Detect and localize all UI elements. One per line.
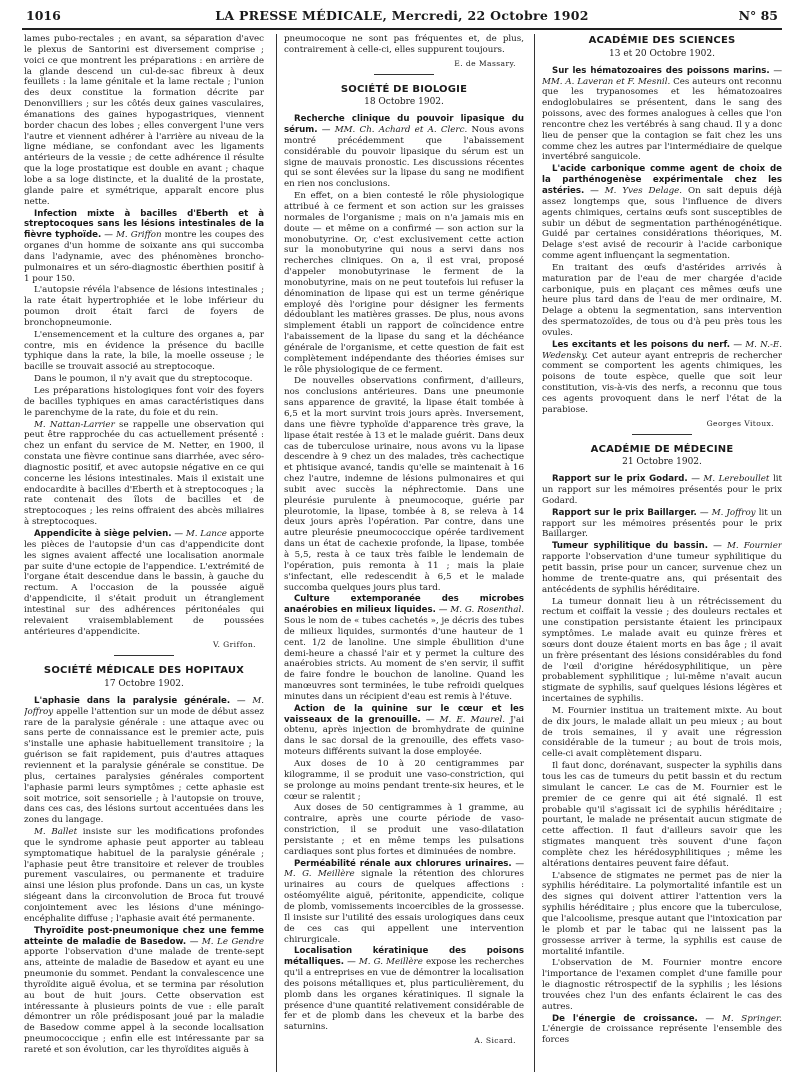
paragraph: En traitant des œufs d'astérides arrivés à maturation par de l'eau de mer chargée d'acide carbonique, puis en plaçant ces mêmes œufs une heure plus tard dans de l'eau de mer ordinaire, M. Delage a obtenu la segmentation, sans intervention des spermatozoïdes, de tous ou d'à peu près tous les ovules. — [542, 262, 782, 338]
article-meillere-keratine — [284, 946, 524, 1033]
section-heading: ACADÉMIE DES SCIENCES — [588, 35, 736, 46]
article-text: insiste sur les modifications profondes que le syndrome aphasie peut apporter au tableau symptomatique habituel de la paralysie générale ; l'aphasie peut être transitoire et relever de troubles purement vasculaires, ou permanente et traduire ainsi une lésion plus profonde. Dans un cas, un kyste siégeant dans la circonvolution de Broca fut trouvé conjointement avec les lésions d'une méningo-encéphalite diffuse ; l'aphasie avait été permanente. — [24, 827, 264, 924]
article-text: signale la rétention des chlorures urinaires au cours de quelques affections : ostéomyélite aiguë, péritonite, appendicite, colique de plomb, vomissements incoercibles de la grossesse. Il insiste sur l'utilité des essais urologiques dans ceux de ces cas qui appellent une intervention chirurgicale. — [284, 869, 524, 945]
section-date: 18 Octobre 1902. — [364, 97, 444, 108]
journal-title: LA PRESSE MÉDICALE, Mercredi, 22 Octobre 1902 — [215, 8, 589, 23]
article-title: Les excitants et les poisons du nerf. — [552, 339, 731, 350]
article-le-gendre — [24, 926, 264, 1056]
article-text: J'ai obtenu, après injection de bromhydrate de quinine dans le sac dorsal de la grenouille, des effets vaso-moteurs différents suivant la dose employée. — [284, 714, 524, 758]
article-text: Cet auteur ayant entrepris de rechercher comment se comportent les agents chimiques, les poisons de toute espèce, quelle que soit leur constitution, vis-à-vis des nerfs, a reconnu que tous ces agents provoquent dans le nerf l'état de la parabiose. — [542, 350, 782, 415]
column-3 — [542, 34, 782, 1074]
article-title: Rapport sur le prix Baillarger. — [552, 507, 697, 518]
column-2 — [284, 34, 524, 1074]
section-date: 13 et 20 Octobre 1902. — [609, 48, 715, 59]
article-title: Tumeur syphilitique du bassin. — [552, 541, 709, 552]
article-wedensky — [542, 340, 782, 416]
article-text: expose les recherches qu'il a entreprises en vue de démontrer la localisation des poisons métalliques et, plus particulièrement, du plomb dans les organes kératiniques. Il signale la présence d'une quantité relativement considérable de fer et de plomb dans les cheveux et la barbe des saturnins. — [284, 957, 524, 1033]
article-rosenthal — [284, 594, 524, 702]
newspaper-page — [22, 6, 782, 1076]
section-heading: ACADÉMIE DE MÉDECINE — [590, 443, 734, 455]
paragraph: Aux doses de 10 à 20 centigrammes par kilogramme, il se produit une vaso-constriction, qui se prolonge au moins pendant trente-six heures, et le cœur se ralentit ; — [284, 759, 524, 802]
paragraph: Dans le poumon, il n'y avait que du streptocoque. — [34, 374, 253, 385]
article-springer — [542, 1014, 782, 1047]
article-title: Localisation kératinique des poisons métalliques. — [284, 946, 524, 968]
section-heading: SOCIÉTÉ DE BIOLOGIE — [340, 83, 468, 95]
article-author: — M. G. Meillère — [347, 957, 423, 968]
article-author: — M. N.-E. Wedensky. — [542, 339, 782, 361]
article-author: — MM. A. Laveran et F. Mesnil. — [542, 65, 782, 87]
article-title: Rapport sur le prix Godard. — [552, 474, 688, 485]
signature: A. Sicard. — [474, 1036, 516, 1046]
paragraph: Aux doses de 50 centigrammes à 1 gramme, au contraire, après une courte période de vaso-constriction, il se produit une vaso-dilatation persistante ; et en même temps les pulsations cardiaques sont plus fortes et diminuées de nombre. — [284, 803, 524, 857]
article-title: Appendicite à siège pelvien. — [34, 528, 172, 539]
paragraph: En effet, on a bien contesté le rôle physiologique attribué à ce ferment et son action sur les graisses normales de l'organisme ; mais on n'a jamais mis en doute — et même on a confirmé — son action sur la monobutyrine. Or, c'est exclusivement cette action sur la monobutyrine qui nous a servi dans nos recherches cliniques. On a, il est vrai, proposé d'appeler monobutyrinase le ferment de la monobutyrine, mais on ne peut toutefois lui refuser la dénomination de lipase qui est un terme générique employé dès l'origine pour désigner les ferments dédoublant les matières grasses. De plus, nous avons simplement établi un rapport de coïncidence entre l'abaissement de la lipase du sang et la déchéance générale de l'organisme, et cette question de fait est complètement indépendante des théories émises sur le rôle physiologique de ce ferment. — [284, 191, 524, 375]
article-title: L'aphasie dans la paralysie générale. — [34, 695, 231, 706]
separator-rule — [374, 74, 434, 75]
article-text: apporte les pièces de l'autopsie d'un cas d'appendicite dont les signes avaient affecté une localisation anormale par suite d'une ectopie de l'appendice. L'extrémité de l'organe était descendue dans le bassin, à gauche du rectum. A l'occasion de la poussée aiguë d'appendicite, il s'était produit un étranglement intestinal sur des adhérences péritonéales qui relevaient vraisemblablement de poussées antérieures d'appendicite. — [24, 528, 264, 637]
article-fournier — [542, 541, 782, 595]
article-text: se rappelle une observation qui peut être rapprochée du cas actuellement présenté : chez un enfant du service de M. Netter, en 1900, il constata une fièvre continue sans diarrhée, avec séro-diagnostic positif, et avec autopsie négative en ce qui concerne les lésions intestinales. Mais il existait une endocardite à bacilles d'Eberth et à streptocoques ; la rate contenait des îlots de bacilles et de streptocoques ; les reins offraient des abcès miliaires à streptocoques. — [24, 419, 264, 528]
article-title: L'acide carbonique comme agent de choix de la parthénogenèse expérimentale chez les astéries. — [542, 164, 782, 196]
article-title: Action de la quinine sur le cœur et les vaisseaux de la grenouille. — [284, 703, 524, 725]
article-title: Thyroïdite post-pneumonique chez une femme atteinte de maladie de Basedow. — [24, 925, 264, 947]
article-title: Perméabilité rénale aux chlorures urinaires. — [294, 858, 512, 869]
paragraph: Les préparations histologiques font voir des foyers de bacilles typhiques en amas caractéristiques dans le parenchyme de la rate, du foie et du rein. — [24, 386, 264, 418]
paragraph: L'observation de M. Fournier montre encore l'importance de l'examen complet d'une famille pour le diagnostic rétrospectif de la syphilis ; les lésions trouvées chez l'un des enfants éclairent le cas des autres. — [542, 958, 782, 1012]
article-title: Culture extemporanée des microbes anaérobies en milieux liquides. — [284, 594, 524, 616]
article-text: L'énergie de croissance représente l'ensemble des forces — [542, 1024, 782, 1046]
section-date: 21 Octobre 1902. — [622, 457, 702, 468]
article-joffroy — [24, 696, 264, 826]
paragraph: lames pubo-rectales ; en avant, sa séparation d'avec le plexus de Santorini est diversement comprise ; voici ce que montrent les préparations : en arrière de la glande descend un cul-de-sac fibreux à deux feuillets : la lame génitale et la lame rectale ; l'union des deux constitue la formation décrite par Denonvilliers ; sur les côtés deux gaines vasculaires, émanations des gaines hypogastriques, viennent border chacun des lobes ; elles convergent l'une vers l'autre et viennent adhérer à l'arrière au niveau de la ligne médiane, se confondant avec les ligaments antérieurs de la vessie ; de cette adhérence il résulte que la loge prostatique est double en avant ; chaque lobe a sa loge distincte, et la dualité de la prostate, glande paire et symétrique, apparaît encore plus nette. — [24, 34, 264, 207]
section-heading: SOCIÉTÉ MÉDICALE DES HOPITAUX — [43, 665, 245, 677]
article-text: apporte l'observation d'une malade de trente-sept ans, atteinte de maladie de Basedow et ayant eu une pneumonie du sommet. Pendant la convalescence une thyroïdite aiguë évolua, et se termina par résolution au bout de huit jours. Cette observation est intéressante à plusieurs points de vue : elle paraît démontrer un rôle prédisposant joué par la maladie de Basedow comme appel à la seconde localisation pneumococcique ; enfin elle est intéressante par sa rareté et son évolution, car les thyroïdites aiguës à — [24, 947, 264, 1055]
article-laveran-mesnil — [542, 66, 782, 164]
article-text: appelle l'attention sur un mode de début assez rare de la paralysie générale : une attaque avec ou sans perte de connaissance est le premier acte, puis s'installe une aphasie habituellement transitoire ; la guérison se fait rapidement, puis d'autres attaques reviennent et la paralysie générale se constitue. De plus, certaines paralysies générales comportent l'aphasie parmi leurs symptômes ; cette aphasie est soit motrice, soit sensorielle ; à l'autopsie on trouve, dans ces cas, des lésions surtout accentuées dans les zones du langage. — [24, 706, 264, 826]
article-text: rapporte l'observation d'une tumeur syphilitique du petit bassin, prise pour un cancer, survenue chez un homme de trente-quatre ans, qui présentait des antécédents de syphilis héréditaire. — [542, 552, 782, 595]
article-author: — M. Springer. — [705, 1013, 782, 1024]
article-author: — M. Joffroy — [699, 507, 756, 518]
article-text: lit un rapport sur les mémoires présentés pour le prix Godard. — [542, 474, 782, 506]
article-text: On sait depuis déjà assez longtemps que, sous l'influence de divers agents chimiques, certains œufs sont susceptibles de subir un début de segmentation parthénogénétique. Guidé par certaines considérations théoriques, M. Delage s'est avisé de recourir à l'acide carbonique comme agent influençant la segmentation. — [542, 185, 782, 262]
page-number: 1016 — [26, 8, 61, 23]
signature: Georges Vitoux. — [706, 418, 774, 428]
separator-rule — [114, 655, 174, 656]
article-delage — [542, 164, 782, 262]
article-author: — M. G. Meillère — [284, 858, 524, 880]
signature: V. Griffon. — [212, 640, 256, 650]
paragraph: L'autopsie révéla l'absence de lésions intestinales ; la rate était hypertrophiée et le lobe inférieur du poumon droit était farci de foyers de bronchopneumonie. — [24, 285, 264, 328]
column-1 — [24, 34, 264, 1074]
article-text: Ces auteurs ont reconnu que les trypanosomes et les hématozoaires endoglobulaires se présentent, dans le sang des poissons, avec des formes analogues à celles que l'on rencontre chez les vertébrés à sang chaud. Il y a donc lieu de penser que la contagion se fait chez les uns comme chez les autres par l'intermédiaire de quelque invertébré sanguicole. — [542, 76, 782, 163]
article-lereboullet — [542, 474, 782, 507]
article-author: — M. Fournier — [713, 541, 782, 552]
separator-rule — [632, 434, 692, 435]
article-author: — M. Yves Delage. — [590, 185, 683, 196]
article-author: — M. G. Rosenthal. — [438, 605, 524, 616]
article-author: — M. Joffroy — [24, 695, 264, 717]
article-title: Sur les hématozoaires des poissons marins. — [552, 65, 770, 76]
issue-number: N° 85 — [738, 8, 778, 23]
section-date: 17 Octobre 1902. — [104, 679, 184, 690]
article-meillere-chlorures — [284, 859, 524, 946]
article-title: De l'énergie de croissance. — [552, 1013, 698, 1024]
article-author: — M. Lance — [174, 528, 227, 539]
signature: E. de Massary. — [454, 58, 516, 68]
paragraph: Il faut donc, dorénavant, suspecter la syphilis dans tous les cas de tumeurs du petit bassin et du rectum simulant le cancer. Le cas de M. Fournier est le premier de ce genre qui ait été signalé. Il est probable qu'il s'agissait ici de syphilis héréditaire ; pourtant, le malade ne présentait aucun stigmate de cette affection. Il faut d'ailleurs savoir que les stigmates manquent très souvent d'une façon complète chez les hérédosyphilitiques ; même les altérations dentaires peuvent faire défaut. — [542, 761, 782, 869]
article-griffon — [24, 209, 264, 285]
article-author: M. Ballet — [34, 827, 78, 838]
article-author: — M. Griffon — [104, 230, 162, 241]
article-author: — MM. Ch. Achard et A. Clerc. — [321, 125, 468, 136]
article-joffroy-baillarger — [542, 508, 782, 541]
article-title: Recherche clinique du pouvoir lipasique du sérum. — [284, 114, 524, 136]
paragraph: La tumeur donnait lieu à un rétrécissement du rectum et coiffait la vessie ; des douleurs rectales et une constipation persistante étaient les principaux symptômes. Le malade avait eu quinze frères et sœurs dont douze étaient morts en bas âge ; il avait un frère présentant des lésions considérables du fond de l'œil d'origine hérédosyphilitique, un père probablement syphilitique ; lui-même n'avait aucun stigmate de syphilis, sauf quelques lésions légères et incertaines de syphilis. — [542, 596, 782, 705]
paragraph: L'ensemencement et la culture des organes a, par contre, mis en évidence la présence du bacille typhique dans la rate, la bile, la moelle osseuse ; le bacille se trouvait associé au streptocoque. — [24, 329, 264, 373]
article-text: Nous avons montré précédemment que l'abaissement considérable du pouvoir lipasique du sérum est un signe de mauvais pronostic. Les discussions récentes qui se sont élevées sur la lipase du sang ne modifient en rien nos conclusions. — [284, 125, 524, 190]
paragraph: pneumocoque ne sont pas fréquentes et, de plus, contrairement à celle-ci, elles suppurent toujours. — [284, 34, 524, 55]
article-title: Infection mixte à bacilles d'Eberth et à streptocoques sans les lésions intestinales de la fièvre typhoïde. — [24, 208, 264, 241]
paragraph — [24, 420, 264, 528]
page-header — [22, 6, 782, 30]
paragraph: De nouvelles observations confirment, d'ailleurs, nos conclusions antérieures. Dans une pneumonie sans apparence de gravité, la lipase était tombée à 6,5 et la mort survint trois jours après. Inversement, dans une fièvre typhoïde d'apparence très grave, la lipase était restée à 13 et le malade guérit. Dans deux cas de tuberculose urinaire, nous avons vu la lipase descendre à 9 chez un des malades, très cachectique et phtisique avancé, tandis qu'elle se maintenait à 16 chez l'autre, indemne de lésions pulmonaires et qui subit avec succès la néphrectomie. Dans une pleurésie purulente à pneumocoque, guérie par pleurotomie, la lipase, tombée à 8, se releva à 14 deux jours après l'opération. Par contre, dans une autre pleurésie pneumococcique opérée tardivement dans un état de cachexie profonde, la lipase, tombée à 5,5, resta à ce taux très faible le lendemain de l'opération, puis remonta à 11 ; mais la plaie s'infectant, elle redescendit à 6,5 et le malade succomba quelques jours plus tard. — [284, 376, 524, 593]
article-text: montre les coupes des organes d'un homme de soixante ans qui succomba dans l'adynamie, avec des phénomènes broncho-pulmonaires et un séro-diagnostic éberthien positif à 1 pour 150. — [24, 230, 264, 284]
article-text: Sous le nom de « tubes cachetés », je décris des tubes de milieux liquides, surmontés d'une hauteur de 1 cent. 1/2 de lanoline. Une simple ébullition d'une demi-heure a chassé l'air et y permet la culture des anaérobies stricts. Au moment de s'en servir, il suffit de faire fondre le bouchon de lanoline. Quand les manœuvres sont terminées, le tube refroidi quelques minutes dans un récipient d'eau est remis à l'étuve. — [284, 616, 524, 702]
article-author: — M. Le Gendre — [189, 936, 264, 947]
article-author: M. Nattan-Larrier — [34, 419, 115, 430]
article-author: — M. E. Maurel. — [425, 714, 506, 725]
paragraph: L'absence de stigmates ne permet pas de nier la syphilis héréditaire. La polymortalité infantile est un des signes qui doivent attirer l'attention vers la syphilis héréditaire ; plus encore que la tuberculose, que l'alcoolisme, presque autant que l'intoxication par le plomb et par le tabac qui ne laissent pas la grossesse arriver à terme, la syphilis est cause de mortalité infantile. — [542, 870, 782, 957]
paragraph: M. Fournier institua un traitement mixte. Au bout de dix jours, le malade allait un peu mieux ; au bout de trois semaines, il y avait une régression considérable de la tumeur ; au bout de trois mois, celle-ci avait complètement disparu. — [542, 705, 782, 760]
article-maurel — [284, 704, 524, 758]
article-author: — M. Lereboullet — [691, 474, 770, 485]
article-lance — [24, 529, 264, 637]
paragraph — [24, 827, 264, 925]
article-text: lit un rapport sur les mémoires présentés pour le prix Baillarger. — [542, 507, 782, 540]
article-achard-clerc — [284, 114, 524, 190]
